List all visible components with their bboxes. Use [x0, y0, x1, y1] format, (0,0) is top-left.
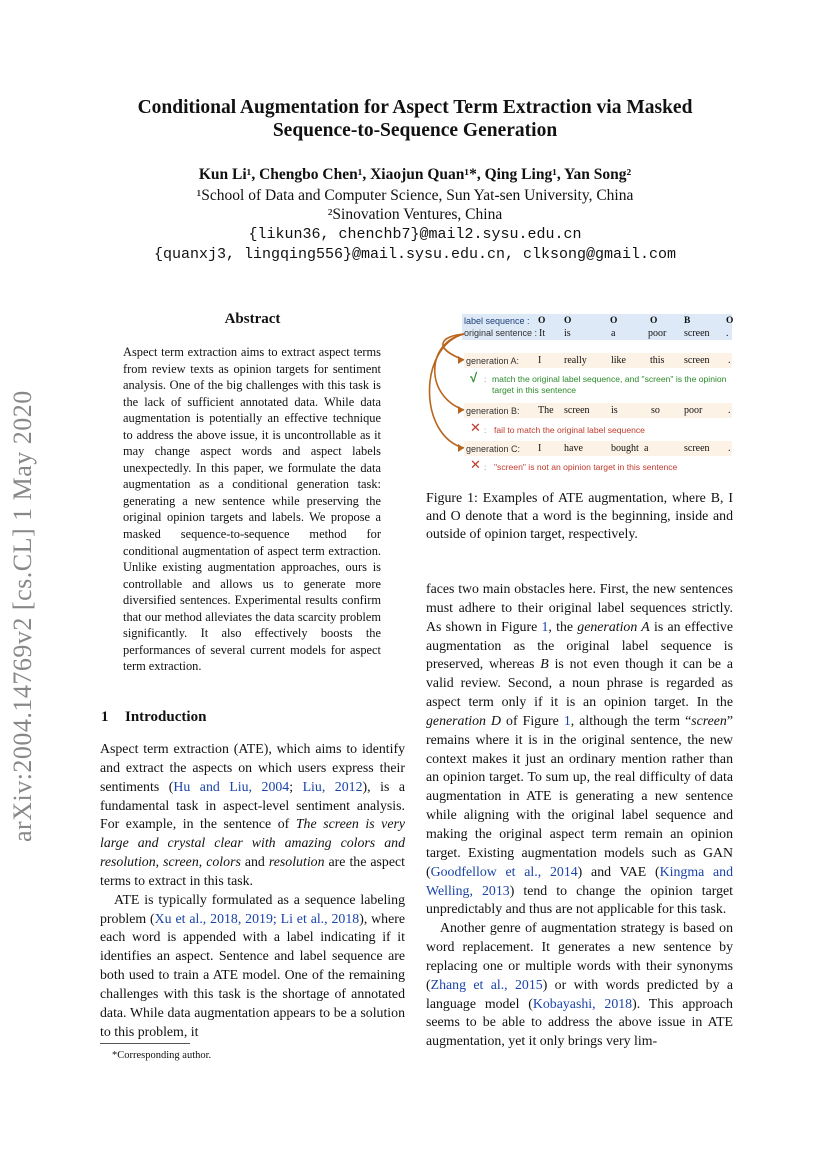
- word: It: [539, 328, 546, 339]
- abstract-heading: Abstract: [224, 311, 281, 327]
- text: ATE is typically formulated as a sequence labeling problem (: [100, 891, 405, 926]
- word: I: [538, 443, 542, 454]
- footnote-rule: [100, 1043, 190, 1044]
- text: ) tend to change the opinion target unpredictably and thus are not applicable for this task.: [426, 882, 734, 917]
- word: bought: [611, 443, 639, 454]
- check-icon: √: [470, 370, 478, 385]
- title-line-1: Conditional Augmentation for Aspect Term Extraction via Masked: [137, 97, 693, 118]
- word: I: [538, 355, 542, 366]
- paragraph: [100, 740, 405, 891]
- note-colon: :: [484, 462, 487, 472]
- affiliation-1: ¹School of Data and Computer Science, Sun Yat-sen University, China: [196, 187, 634, 204]
- arxiv-stamp: arXiv:2004.14769v2 [cs.CL] 1 May 2020: [8, 390, 37, 842]
- section-heading-introduction: [101, 709, 206, 726]
- paragraph: [426, 919, 733, 1051]
- word: screen: [684, 328, 710, 339]
- text: ,: [155, 854, 164, 870]
- text: ), where each word is appended with a label indicating if it identifies an aspect. Sentence and label sequence are both used to train a ATE model. One of the remaining challenges with this task is the shortage of annotated data. While data augmentation appears to be a solution to this problem, it: [100, 910, 405, 1039]
- original-sentence-row: [464, 327, 736, 341]
- text: Another genre of augmentation strategy is based on word replacement. It generates a new sentence by replacing one or multiple words with their synonyms (: [426, 920, 733, 992]
- paper-title: [60, 96, 770, 142]
- generation-a-row: [464, 354, 736, 368]
- word: is: [611, 405, 618, 416]
- note-b: fail to match the original label sequence: [494, 425, 645, 435]
- word: .: [726, 328, 729, 339]
- text: , although the term “: [570, 712, 692, 728]
- generation-b-row: [464, 404, 736, 418]
- text: ), is a fundamental task in aspect-level sentiment analysis. For example, in the sentence of: [100, 778, 405, 832]
- citation-link[interactable]: Liu, 2012: [302, 778, 363, 794]
- word: poor: [648, 328, 667, 339]
- affiliation-2: ²Sinovation Ventures, China: [327, 206, 503, 223]
- word: a: [644, 443, 649, 454]
- term: generation A: [577, 618, 650, 634]
- cross-icon: ✕: [470, 457, 481, 472]
- term: screen: [163, 854, 199, 870]
- text: faces two main obstacles here. First, the new sentences must adhere to their original label sequences strictly. As shown in Figure: [426, 581, 733, 634]
- left-column-body: [100, 740, 405, 1042]
- footnote: *Corresponding author.: [112, 1050, 212, 1061]
- text: of Figure: [501, 712, 564, 728]
- generation-c-label: generation C:: [466, 444, 521, 454]
- word: is: [564, 328, 571, 339]
- word: screen: [564, 405, 590, 416]
- label: O: [564, 316, 572, 326]
- term: generation D: [426, 712, 502, 728]
- paragraph: [100, 891, 405, 1042]
- text: , the: [548, 618, 578, 634]
- word: so: [651, 405, 660, 416]
- paragraph: [426, 580, 733, 919]
- figure-1: [420, 312, 740, 482]
- text: is not even though it can be a valid review. Second, a noun phrase is regarded as aspect term only if it is an opinion target. In the: [426, 656, 733, 710]
- text: ,: [198, 854, 207, 870]
- word: a: [611, 328, 616, 339]
- right-column-body: [426, 580, 733, 1051]
- cross-icon: ✕: [470, 420, 481, 435]
- word: really: [564, 355, 587, 366]
- email-line-2: {quanxj3, lingqing556}@mail.sysu.edu.cn, clksong@gmail.com: [153, 246, 677, 263]
- label-sequence-caption: label sequence :: [464, 316, 530, 326]
- note-colon: :: [484, 425, 487, 435]
- text: is an effective augmentation as the original label sequence is preserved, whereas: [426, 618, 733, 672]
- word: .: [728, 355, 731, 366]
- authors: Kun Li¹, Chengbo Chen¹, Xiaojun Quan¹*, Qing Ling¹, Yan Song²: [198, 166, 632, 183]
- citation-link[interactable]: Xu et al., 2018, 2019; Li et al., 2018: [154, 910, 360, 926]
- word: like: [611, 355, 626, 366]
- note-c: "screen" is not an opinion target in this sentence: [494, 462, 678, 472]
- word: screen: [684, 443, 710, 454]
- citation-link[interactable]: Hu and Liu, 2004: [173, 778, 290, 794]
- text: are the aspect terms to extract in this task.: [100, 854, 405, 888]
- term: B: [540, 656, 549, 672]
- citation-link[interactable]: Kobayashi, 2018: [532, 995, 633, 1011]
- text: Aspect term extraction (ATE), which aims to identify and extract the aspects on which users express their sentiments (: [100, 741, 405, 794]
- text: ) and VAE (: [577, 863, 660, 879]
- note-colon: :: [484, 374, 487, 384]
- word: .: [728, 443, 731, 454]
- word: screen: [684, 355, 710, 366]
- word: this: [650, 355, 665, 366]
- label: O: [650, 316, 658, 326]
- text: ” remains where it is in the original sentence, the new context makes it just an ordinary mention rather than an opinion target. To sum up, the real difficulty of data augmentation in ATE is generating a new sentence while aligning with the original label sequence and making the original aspect term remain an opinion target. Existing augmentation models such as GAN (: [426, 712, 733, 879]
- term: colors: [206, 854, 241, 870]
- email-line-1: {likun36, chenchb7}@mail2.sysu.edu.cn: [248, 226, 582, 243]
- term: screen: [691, 712, 727, 728]
- text: ;: [289, 778, 303, 794]
- generation-c-row: [464, 442, 736, 456]
- label: B: [684, 316, 691, 326]
- term: resolution: [268, 854, 325, 870]
- abstract-text: Aspect term extraction aims to extract aspect terms from review texts as opinion targets for sentiment analysis. One of the big challenges with this task is the lack of sufficient annotated data. While data augmentation is potentially an effective technique to address the above issue, it is uncontrollable as it may change aspect words and aspect labels unexpectedly. In this paper, we formulate the data augmentation as a conditional generation task: generating a new sentence while preserving the original opinion targets and labels. We propose a masked sequence-to-sequence method for conditional augmentation of aspect term extraction. Unlike existing augmentation approaches, ours is controllable and allows us to generate more diversified sentences. Experimental results confirm that our method alleviates the data scarcity problem significantly. It also effectively boosts the performances of several current models for aspect term extraction.: [123, 345, 381, 674]
- citation-link[interactable]: Kingma and Welling, 2013: [426, 863, 733, 898]
- arrow-b: [435, 334, 464, 410]
- text: ) or with words predicted by a language model (: [426, 976, 733, 1011]
- section-title: Introduction: [125, 709, 207, 725]
- generation-b-label: generation B:: [466, 406, 520, 416]
- word: .: [728, 405, 731, 416]
- word: poor: [684, 405, 703, 416]
- figure-ref-link[interactable]: 1: [563, 712, 571, 728]
- section-number: 1: [101, 709, 109, 725]
- citation-link[interactable]: Goodfellow et al., 2014: [430, 863, 578, 879]
- figure-caption: Figure 1: Examples of ATE augmentation, where B, I and O denote that a word is the beginning, inside and outside of opinion target, respectively.: [426, 490, 733, 542]
- label: O: [726, 316, 734, 326]
- label: O: [538, 316, 546, 326]
- example-sentence: The screen is very large and crystal clear with amazing colors and resolution: [100, 816, 405, 870]
- word: The: [538, 405, 554, 416]
- original-sentence-caption: original sentence :: [464, 328, 538, 338]
- text: ). This approach seems to be able to address the above issue in ATE augmentation, yet it only brings very lim-: [426, 995, 733, 1049]
- generation-a-label: generation A:: [466, 356, 520, 366]
- note-a: match the original label sequence, and "screen" is the opinion target in this sentence: [492, 374, 727, 395]
- word: have: [564, 443, 583, 454]
- title-line-2: Sequence-to-Sequence Generation: [272, 120, 558, 141]
- citation-link[interactable]: Zhang et al., 2015: [430, 976, 543, 992]
- label: O: [610, 316, 618, 326]
- text: and: [240, 854, 269, 870]
- figure-ref-link[interactable]: 1: [541, 618, 549, 634]
